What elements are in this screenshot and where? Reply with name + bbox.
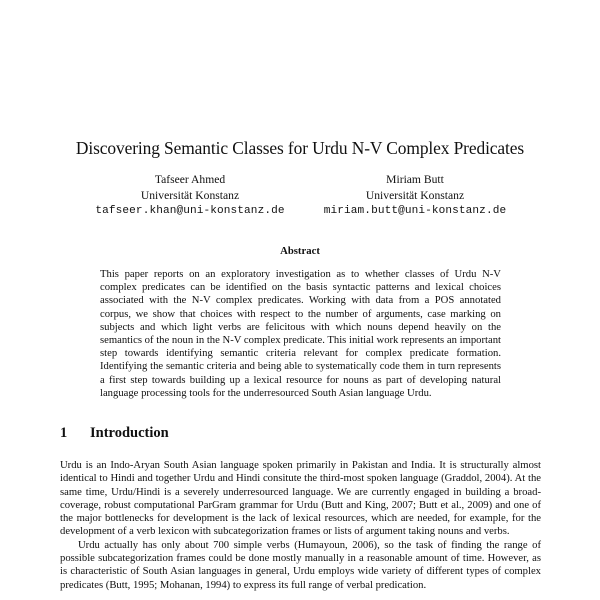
- author-affiliation: Universität Konstanz: [365, 188, 465, 202]
- section-title: Introduction: [90, 425, 169, 441]
- author-name: Tafseer Ahmed: [154, 173, 226, 186]
- section-body: [60, 459, 541, 592]
- section-heading: [60, 425, 169, 442]
- author-email[interactable]: miriam.butt@uni-konstanz.de: [323, 205, 507, 217]
- paragraph: Urdu is an Indo-Aryan South Asian language spoken primarily in Pakistan and India. It is structurally almost identical to Hindi and together Urdu and Hindi consitute the third-most spoken language (Graddol, 2004). At the same time, Urdu/Hindi is a severely underresourced language. We are currently engaged in building a broad-coverage, robust computational ParGram grammar for Urdu (Butt and King, 2007; Butt et al., 2009) and one of the major bottlenecks for development is the lack of lexical resources, which are needed, for example, for the development of a verb lexicon with subcategorization frames or lists of argument taking nouns and verbs.: [60, 460, 541, 538]
- author-name: Miriam Butt: [386, 173, 444, 186]
- author-block: [80, 172, 300, 219]
- author-affiliation: Universität Konstanz: [140, 188, 240, 202]
- abstract-heading: Abstract: [280, 245, 320, 257]
- abstract-text: This paper reports on an exploratory investigation as to whether classes of Urdu N-V complex predicates can be identified on the basis syntactic patterns and lexical choices associated with the N-V complex predicates. Working with data from a POS annotated corpus, we show that choices with respect to the number of arguments, case marking on subjects and which light verbs are felicitous with which nouns depend heavily on the semantics of the noun in the N-V complex predicate. This initial work represents an important step towards identifying semantic criteria relevant for complex predicate formation. Identifying the semantic criteria and being able to systematically code them in turn represents a first step towards building up a lexical resource for nouns as part of developing natural language processing tools for the underresourced South Asian language Urdu.: [100, 269, 501, 399]
- author-block: [305, 172, 525, 219]
- author-email[interactable]: tafseer.khan@uni-konstanz.de: [95, 205, 285, 217]
- paper-title: Discovering Semantic Classes for Urdu N-V Complex Predicates: [75, 138, 525, 158]
- section-number: 1: [60, 425, 68, 441]
- paragraph: Urdu actually has only about 700 simple verbs (Humayoun, 2006), so the task of finding the range of possible subcategorization frames could be done mostly manually in a reasonable amount of time. However, as is characteristic of South Asian languages in general, Urdu employs wide variety of different types of complex predicates (Butt, 1995; Mohanan, 1994) to express its full range of verbal predication.: [60, 539, 541, 591]
